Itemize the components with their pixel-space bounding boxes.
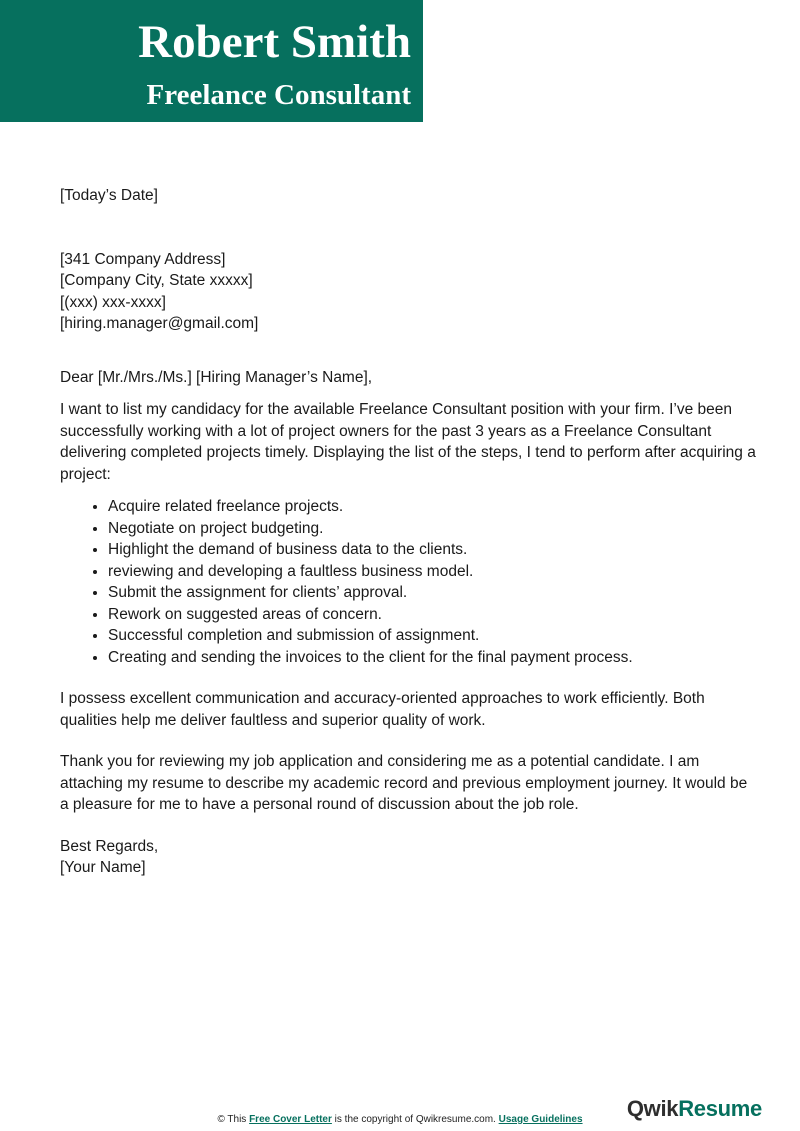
free-cover-letter-link[interactable]: Free Cover Letter xyxy=(249,1114,332,1125)
list-item: • Submit the assignment for clients’ approval. xyxy=(108,582,760,604)
greeting: Dear [Mr./Mrs./Ms.] [Hiring Manager’s Name], xyxy=(60,368,373,386)
qualities-paragraph: I possess excellent communication and accuracy-oriented approaches to work efficiently. Both qualities help me deliver faultless and superior quality of work. xyxy=(60,690,705,729)
applicant-name: Robert Smith xyxy=(138,16,411,68)
sign-off: Best Regards, xyxy=(60,837,159,855)
intro-paragraph: I want to list my candidacy for the available Freelance Consultant position with your firm. I’ve been successfully working with a lot of project owners for the past 3 years as a Freelance Consultant delivering completed projects timely. Displaying the list of the steps, I tend to perform after acquiring a project: xyxy=(60,401,756,483)
footer-prefix: © This xyxy=(217,1114,250,1125)
list-item: • Negotiate on project budgeting. xyxy=(108,518,760,540)
letter-date: [Today’s Date] xyxy=(60,187,158,204)
applicant-title: Freelance Consultant xyxy=(146,79,411,111)
address-line: [(xxx) xxx-xxxx] xyxy=(60,293,166,311)
list-item: • reviewing and developing a faultless business model. xyxy=(108,561,760,583)
address-line: [341 Company Address] xyxy=(60,250,226,268)
logo-part-qwik: Qwik xyxy=(626,1096,679,1121)
list-item: • Creating and sending the invoices to the client for the final payment process. xyxy=(108,647,760,669)
steps-list xyxy=(60,496,760,668)
address-line: [hiring.manager@gmail.com] xyxy=(60,315,259,332)
letter-body xyxy=(60,185,760,879)
logo-part-resume: Resume xyxy=(678,1096,762,1121)
header-band xyxy=(0,0,423,122)
recipient-address xyxy=(60,249,760,335)
list-item: • Rework on suggested areas of concern. xyxy=(108,604,760,626)
list-item: • Acquire related freelance projects. xyxy=(108,496,760,518)
footer-middle: is the copyright of Qwikresume.com. xyxy=(331,1114,499,1125)
signature: [Your Name] xyxy=(60,859,146,876)
address-line: [Company City, State xxxxx] xyxy=(60,272,253,289)
closing-paragraph: Thank you for reviewing my job application and considering me as a potential candidate. I am attaching my resume to describe my academic record and previous employment journey. It would be a pleasure for me to have a personal round of discussion about the job role. xyxy=(60,753,748,813)
list-item: • Successful completion and submission of assignment. xyxy=(108,625,760,647)
list-item: • Highlight the demand of business data to the clients. xyxy=(108,539,760,561)
usage-guidelines-link[interactable]: Usage Guidelines xyxy=(498,1114,583,1125)
qwikresume-logo xyxy=(627,1096,762,1122)
